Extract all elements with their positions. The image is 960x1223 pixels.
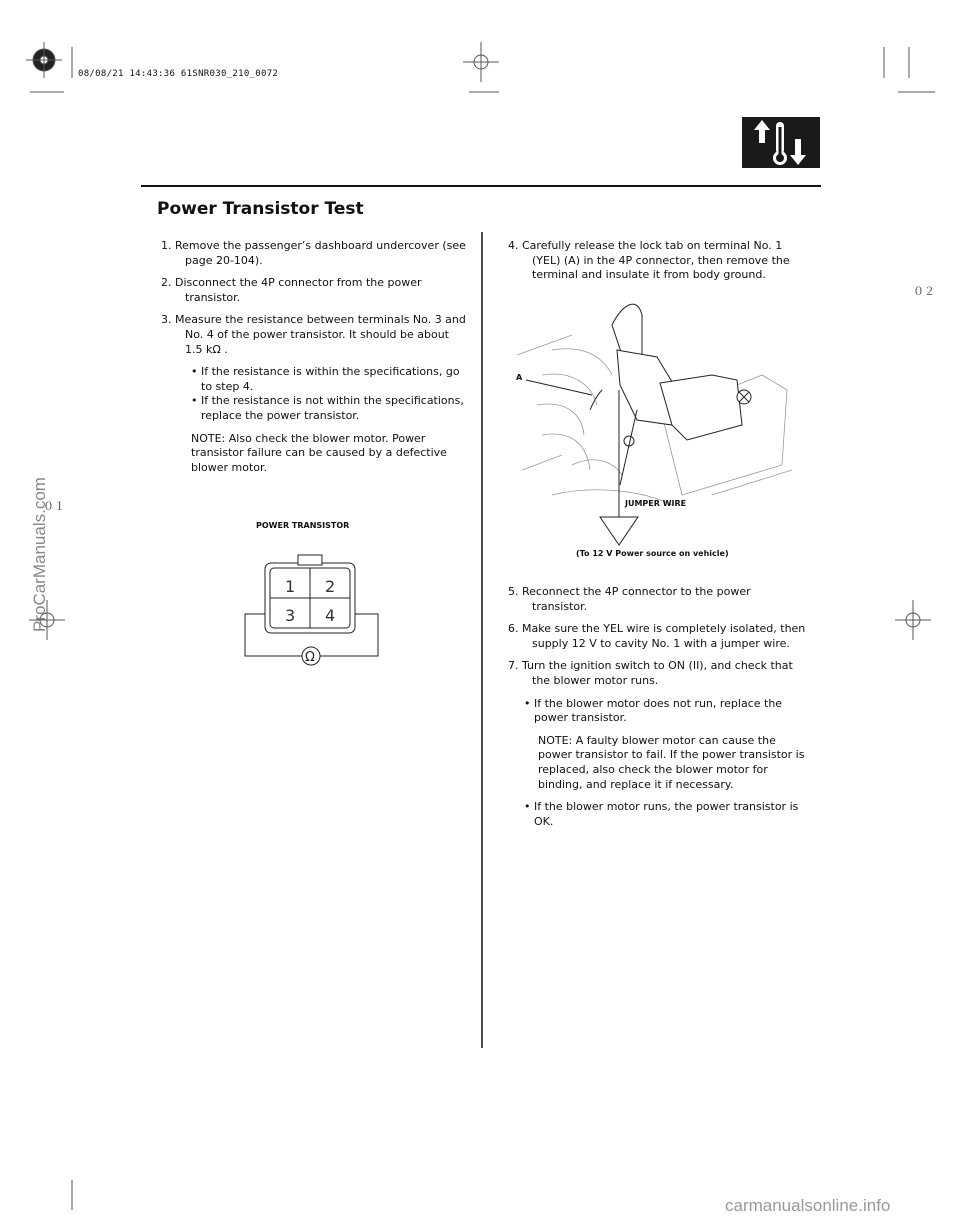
bullet-runs: • If the blower motor runs, the power transistor is OK. (524, 800, 799, 828)
right-column-bottom (508, 585, 808, 829)
pin-1: 1 (285, 577, 296, 596)
step-3: 3. Measure the resistance between terminals No. 3 and No. 4 of the power transistor. It should be about 1.5 kΩ . (161, 313, 466, 356)
pin-4: 4 (325, 606, 336, 625)
right-column-top (508, 239, 808, 291)
note-blower: NOTE: Also check the blower motor. Power transistor failure can be caused by a defective blower motor. (191, 431, 447, 474)
step-6: 6. Make sure the YEL wire is completely isolated, then supply 12 V to cavity No. 1 with a jumper wire. (508, 622, 806, 650)
footer-watermark: carmanualsonline.info (725, 1196, 891, 1215)
page-mark-bottom: ０１ (43, 500, 65, 513)
bullet-not-run: • If the blower motor does not run, replace the power transistor. (524, 696, 783, 725)
side-watermark: ProCarManuals.com (30, 477, 49, 632)
pin-2: 2 (325, 577, 336, 596)
step-5: 5. Reconnect the 4P connector to the power transistor. (508, 585, 751, 613)
left-column (161, 239, 466, 483)
page-mark-top: ０２ (913, 285, 935, 298)
bullet-in-spec: • If the resistance is within the specifications, go to step 4. (191, 365, 460, 393)
connector-illustration (512, 295, 802, 550)
ohmmeter-symbol: Ω (305, 650, 315, 665)
heater-thermometer-icon (742, 117, 820, 168)
print-stamp: 08/08/21 14:43:36 61SNR030_210_0072 (78, 69, 279, 79)
step-1: 1. Remove the passenger’s dashboard undercover (see page 20-104). (161, 239, 466, 267)
label-power-source: (To 12 V Power source on vehicle) (576, 549, 729, 558)
step-4: 4. Carefully release the lock tab on terminal No. 1 (YEL) (A) in the 4P connector, then remove the terminal and insulate it from body ground. (508, 239, 790, 282)
step-7: 7. Turn the ignition switch to ON (II), and check that the blower motor runs. (508, 659, 793, 687)
bullet-out-of-spec: • If the resistance is not within the specifications, replace the power transistor. (191, 394, 464, 422)
pin-3: 3 (285, 606, 296, 625)
connector-diagram (240, 545, 385, 675)
label-a: A (516, 373, 523, 382)
figure-label-power-transistor: POWER TRANSISTOR (256, 521, 350, 530)
note-faulty-blower: NOTE: A faulty blower motor can cause the power transistor to fail. If the power transistor is replaced, also check the blower motor for binding, and replace it if necessary. (538, 733, 805, 791)
page-title: Power Transistor Test (157, 199, 364, 219)
label-jumper-wire: JUMPER WIRE (625, 499, 687, 508)
step-2: 2. Disconnect the 4P connector from the power transistor. (161, 276, 422, 304)
